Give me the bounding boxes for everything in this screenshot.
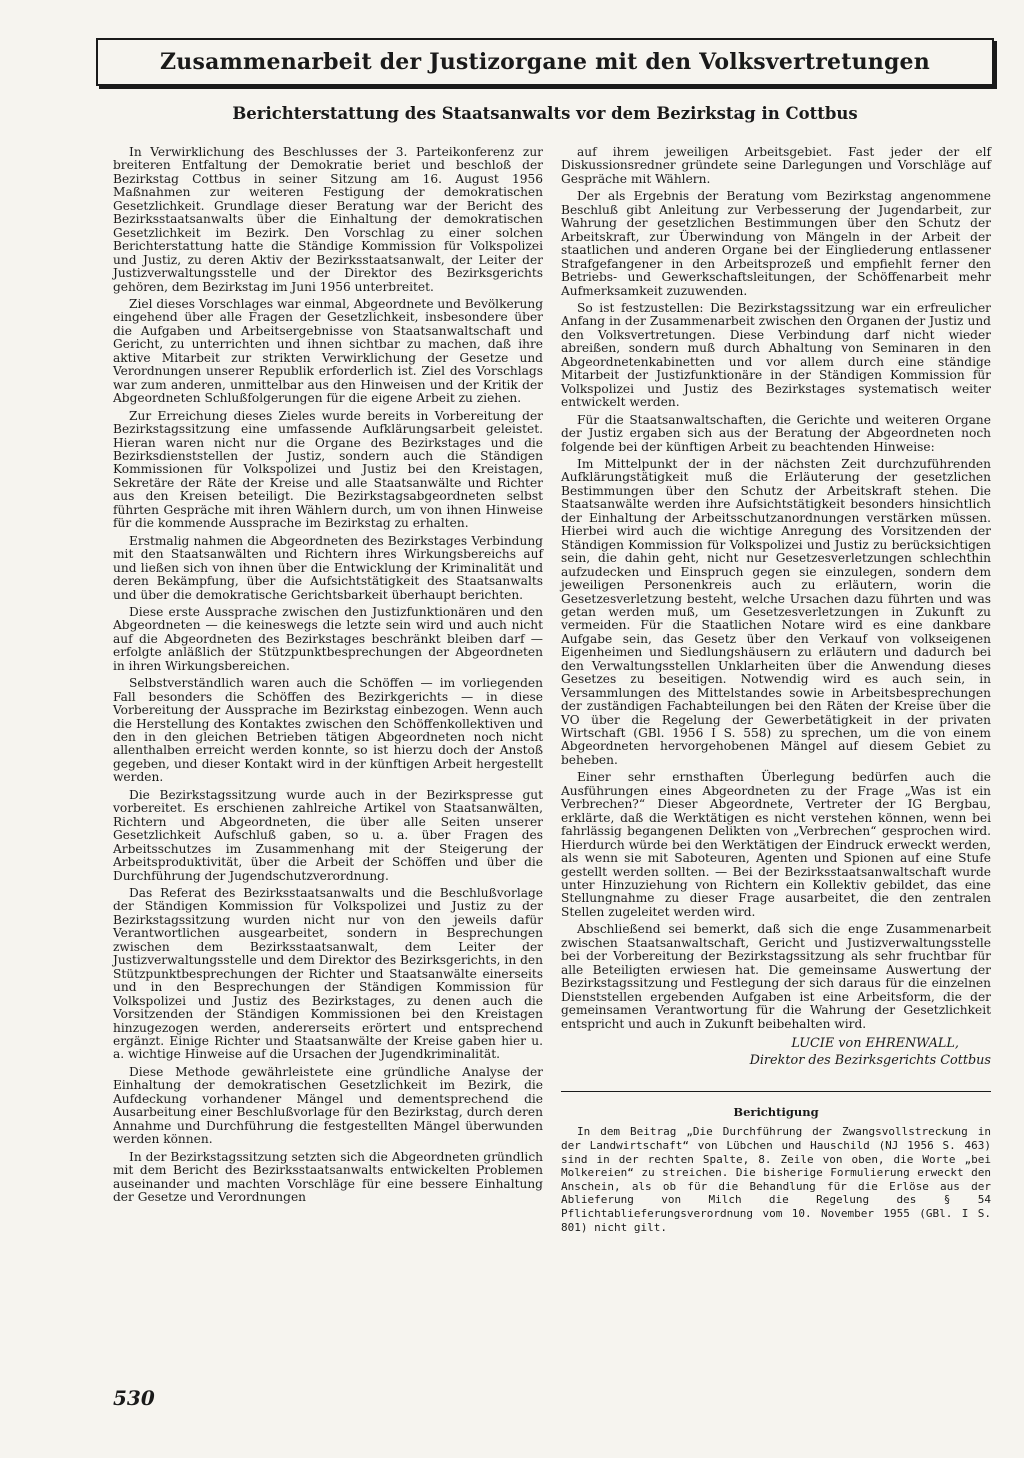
correction-notice bbox=[561, 1106, 991, 1234]
right-column bbox=[561, 146, 991, 1238]
paragraph: In Verwirklichung des Beschlusses der 3. Parteikonferenz zur breiteren Entfaltung der Demokratie beriet und beschloß der Bezirkstag Cottbus in seiner Sitzung am 16. August 1956 Maßnahmen zur weiteren Festigung der demokratischen Gesetzlichkeit. Grundlage dieser Beratung war der Bericht des Bezirksstaatsanwalts über die Einhaltung der demokratischen Gesetzlichkeit im Bezirk. Den Vorschlag zu einer solchen Berichterstattung hatte die Ständige Kommission für Volkspolizei und Justiz, zu deren Aktiv der Bezirksstaatsanwalt, der Leiter der Justizverwaltungsstelle und der Direktor des Bezirksgerichts gehören, dem Bezirkstag im Juni 1956 unterbreitet. bbox=[113, 145, 543, 294]
correction-title: Berichtigung bbox=[733, 1105, 819, 1119]
paragraph: Ziel dieses Vorschlages war einmal, Abgeordnete und Bevölkerung eingehend über alle Fragen der Gesetzlichkeit, insbesondere über die Aufgaben und Arbeitsergebnisse von Staatsanwaltschaft und Gericht, zu unterrichten und ihnen sichtbar zu machen, daß ihre aktive Mitarbeit zur strikten Verwirklichung der Gesetze und Verordnungen unserer Republik erforderlich ist. Ziel des Vorschlags war zum anderen, unmittelbar aus den Hinweisen und der Kritik der Abgeordneten Schlußfolgerungen für die eigene Arbeit zu ziehen. bbox=[113, 296, 543, 406]
paragraph: Der als Ergebnis der Beratung vom Bezirkstag angenommene Beschluß gibt Anleitung zur Verbesserung der Jugendarbeit, zur Wahrung der gesetzlichen Bestimmungen über den Schutz der Arbeitskraft, zur Überwindung von Mängeln in der Arbeit der staatlichen und anderen Organe bei der Eingliederung entlassener Strafgefangener in den Arbeitsprozeß und empfiehlt ferner den Betriebs- und Gewerkschaftsleitungen, der Schöffenarbeit mehr Aufmerksamkeit zuzuwenden. bbox=[561, 189, 991, 298]
paragraph: Diese erste Aussprache zwischen den Justizfunktionären und den Abgeordneten — die keineswegs die letzte sein wird und auch nicht auf die Abgeordneten des Bezirkstages beschränkt bleiben darf — erfolgte anläßlich der Stützpunktbesprechungen der Abgeordneten in ihren Wirkungsbereichen. bbox=[113, 604, 543, 673]
section-divider bbox=[561, 1091, 991, 1092]
article-subtitle: Berichterstattung des Staatsanwalts vor dem Bezirkstag in Cottbus bbox=[232, 104, 858, 123]
paragraph: Zur Erreichung dieses Zieles wurde bereits in Vorbereitung der Bezirkstagssitzung eine umfassende Aufklärungsarbeit geleistet. Hieran waren nicht nur die Organe des Bezirkstages und die Bezirksdienststellen der Justiz, sondern auch die Ständigen Kommissionen für Volkspolizei und Justiz bei den Kreistagen, Sekretäre der Räte der Kreise und alle Staatsanwälte und Richter aus den Kreisen beteiligt. Die Bezirkstagsabgeordneten selbst führten Gespräche mit ihren Wählern durch, um von ihnen Hinweise für die kommende Aussprache im Bezirkstag zu erhalten. bbox=[113, 408, 543, 531]
paragraph: Die Bezirkstagssitzung wurde auch in der Bezirkspresse gut vorbereitet. Es erschienen zahlreiche Artikel von Staatsanwälten, Richtern und Abgeordneten, die über alle Seiten unserer Gesetzlichkeit Aufschluß gaben, so u. a. über Fragen des Arbeitsschutzes im Zusammenhang mit der Steigerung der Arbeitsproduktivität, über die Arbeit der Schöffen und über die Durchführung der Jugendschutzverordnung. bbox=[113, 787, 543, 883]
headline-box bbox=[96, 38, 994, 86]
paragraph: Diese Methode gewährleistete eine gründliche Analyse der Einhaltung der demokratischen Gesetzlichkeit im Bezirk, die Aufdeckung vorhandener Mängel und dementsprechend die Ausarbeitung einer Beschlußvorlage für den Bezirkstag, durch deren Annahme und Durchführung die festgestellten Mängel überwunden werden können. bbox=[113, 1064, 543, 1147]
page-number: 530 bbox=[113, 1386, 155, 1410]
paragraph: Im Mittelpunkt der in der nächsten Zeit durchzuführenden Aufklärungstätigkeit muß die Erläuterung der gesetzlichen Bestimmungen über den Schutz der Arbeitskraft stehen. Die Staatsanwälte werden ihre Aufsichtstätigkeit besonders hinsichtlich der Einhaltung der Arbeitsschutzanordnungen verstärken müssen. Hierbei wird auch die wichtige Anregung des Vorsitzenden der Ständigen Kommission für Volkspolizei und Justiz zu berücksichtigen sein, die dahin geht, nicht nur Gesetzesverletzungen schlechthin aufzudecken und Einspruch gegen sie einzulegen, sondern dem jeweiligen Personenkreis auch zu erläutern, worin die Gesetzesverletzung besteht, welche Ursachen dazu führten und was getan werden muß, um Gesetzesverletzungen in Zukunft zu vermeiden. Für die Staatlichen Notare wird es eine dankbare Aufgabe sein, das Gesetz über den Verkauf von volkseigenen Eigenheimen und Siedlungshäusern zu erläutern und dadurch bei den Verwaltungsstellen Unklarheiten über die Anwendung dieses Gesetzes zu beseitigen. Notwendig wird es auch sein, in Versammlungen des Mittelstandes sowie in Arbeitsbesprechungen der zuständigen Fachabteilungen bei den Räten der Kreise über die VO über die Regelung der Gewerbetätigkeit in der privaten Wirtschaft (GBl. 1956 I S. 558) zu sprechen, um die von einem Abgeordneten hervorgehobenen Mängel auf diesem Gebiet zu beheben. bbox=[561, 456, 991, 767]
paragraph: Abschließend sei bemerkt, daß sich die enge Zusammenarbeit zwischen Staatsanwaltschaft, Gericht und Justizverwaltungsstelle bei der Vorbereitung der Bezirkstagssitzung als sehr fruchtbar für alle Beteiligten erwiesen hat. Die gemeinsame Auswertung der Bezirkstagssitzung und Festlegung der sich daraus für die einzelnen Dienststellen ergebenden Aufgaben ist eine Arbeitsform, die der gemeinsamen Verantwortung für die Wahrung der Gesetzlichkeit entspricht und auch in Zukunft beibehalten wird. bbox=[561, 922, 991, 1031]
author-name: LUCIE von EHRENWALL, bbox=[791, 1036, 959, 1051]
paragraph: So ist festzustellen: Die Bezirkstagssitzung war ein erfreulicher Anfang in der Zusammenarbeit zwischen den Organen der Justiz und den Volksvertretungen. Diese Verbindung darf nicht wieder abreißen, sondern muß durch Abhaltung von Seminaren in den Abgeordnetenkabinetten und vor allem durch eine ständige Mitarbeit der Justizfunktionäre in der Ständigen Kommission für Volkspolizei und Justiz des Bezirkstages systematisch weiter entwickelt werden. bbox=[561, 300, 991, 410]
correction-text: In dem Beitrag „Die Durchführung der Zwangsvollstreckung in der Landwirtschaft“ von Lübchen und Hauschild (NJ 1956 S. 463) sind in der rechten Spalte, 8. Zeile von oben, die Worte „bei Molkereien“ zu streichen. Die bisherige Formulierung erweckt den Anschein, als ob für die Behandlung für die Erlöse aus der Ablieferung von Milch die Regelung des § 54 Pflichtablieferungsverordnung vom 10. November 1955 (GBl. I S. 801) nicht gilt. bbox=[561, 1125, 991, 1234]
signature-block bbox=[561, 1035, 991, 1069]
left-column bbox=[113, 146, 543, 1208]
paragraph: Einer sehr ernsthaften Überlegung bedürfen auch die Ausführungen eines Abgeordneten zu der Frage „Was ist ein Verbrechen?“ Dieser Abgeordnete, Vertreter der IG Bergbau, erklärte, daß die Werktätigen es nicht verstehen können, wenn bei fahrlässig begangenen Delikten von „Verbrechen“ gesprochen wird. Hierdurch würde bei den Werktätigen der Eindruck erweckt werden, als wenn sie mit Saboteuren, Agenten und Spionen auf eine Stufe gestellt werden sollten. — Bei der Bezirksstaatsanwaltschaft wurde unter Hinzuziehung von Richtern ein Kollektiv gebildet, das eine Stellungnahme zu dieser Frage ausarbeitet, die den zentralen Stellen zugeleitet werden wird. bbox=[561, 770, 991, 919]
paragraph: In der Bezirkstagssitzung setzten sich die Abgeordneten gründlich mit dem Bericht des Bezirksstaatsanwalts entwickelten Problemen auseinander und machten Vorschläge für eine bessere Einhaltung der Gesetze und Verordnungen bbox=[113, 1149, 543, 1204]
paragraph: Selbstverständlich waren auch die Schöffen — im vorliegenden Fall besonders die Schöffen des Bezirkgerichts — in diese Vorbereitung der Aussprache im Bezirkstag einbezogen. Wenn auch die Herstellung des Kontaktes zwischen den Schöffenkollektiven und den in den gleichen Betrieben tätigen Abgeordneten noch nicht allenthalben erreicht werden konnte, so ist hierzu doch der Anstoß gegeben, und dieser Kontakt wird in der künftigen Arbeit hergestellt werden. bbox=[113, 676, 543, 785]
paragraph: Das Referat des Bezirksstaatsanwalts und die Beschlußvorlage der Ständigen Kommission für Volkspolizei und Justiz zu der Bezirkstagssitzung wurden nicht nur von den jeweils dafür Verantwortlichen ausgearbeitet, sondern in Besprechungen zwischen dem Bezirksstaatsanwalt, dem Leiter der Justizverwaltungsstelle und dem Direktor des Bezirksgerichts, in den Stützpunktbesprechungen der Richter und Staatsanwälte einerseits und in den Besprechungen der Ständigen Kommission für Volkspolizei und Justiz des Bezirkstages, zu denen auch die Vorsitzenden der Ständigen Kommissionen bei den Kreistagen hinzugezogen werden, andererseits erörtert und entsprechend ergänzt. Einige Richter und Staatsanwälte der Kreise gaben hier u. a. wichtige Hinweise auf die Ursachen der Jugendkriminalität. bbox=[113, 886, 543, 1062]
author-role: Direktor des Bezirksgerichts Cottbus bbox=[749, 1053, 991, 1068]
paragraph: Für die Staatsanwaltschaften, die Gerichte und weiteren Organe der Justiz ergaben sich aus der Beratung der Abgeordneten noch folgende bei der künftigen Arbeit zu beachtenden Hinweise: bbox=[561, 412, 991, 454]
paragraph: Erstmalig nahmen die Abgeordneten des Bezirkstages Verbindung mit den Staatsanwälten und Richtern ihres Wirkungsbereichs auf und ließen sich von ihnen über die Entwicklung der Kriminalität und deren Bekämpfung, über die Aufsichtstätigkeit des Staatsanwalts und über die demokratische Gerichtsbarkeit überhaupt berichten. bbox=[113, 533, 543, 602]
paragraph: auf ihrem jeweiligen Arbeitsgebiet. Fast jeder der elf Diskussionsredner gründete seine Darlegungen und Vorschläge auf Gespräche mit Wählern. bbox=[561, 145, 991, 186]
page-title: Zusammenarbeit der Justizorgane mit den Volksvertretungen bbox=[160, 49, 930, 75]
